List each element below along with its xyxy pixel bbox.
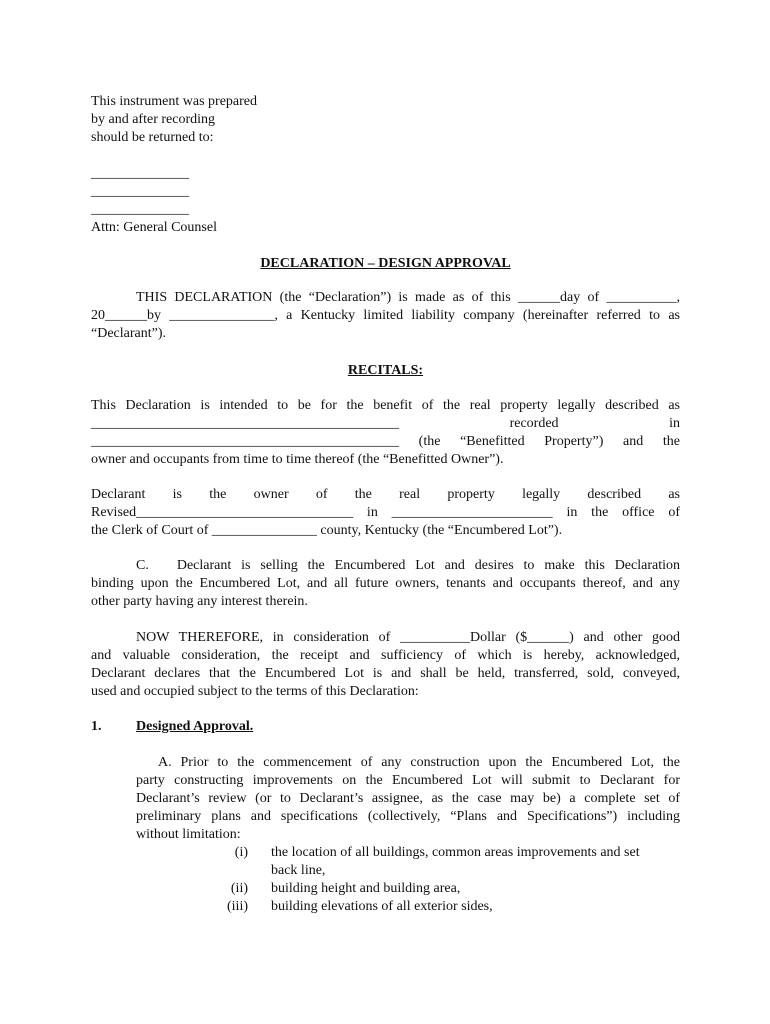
intro-line: “Declarant”).	[91, 326, 166, 341]
list-number: (iii)	[227, 899, 248, 914]
section-line: party constructing improvements on the Encumbered Lot will submit to Declarant for	[136, 773, 680, 788]
list-item	[188, 898, 680, 916]
document-title: DECLARATION – DESIGN APPROVAL	[260, 256, 511, 271]
list-number: (i)	[234, 845, 248, 860]
recital-line: This Declaration is intended to be for the benefit of the real property legally described as	[91, 398, 680, 413]
return-line: This instrument was prepared	[91, 94, 258, 109]
intro-line: 20______by _______________, a Kentucky limited liability company (hereinafter referred to as	[91, 308, 680, 323]
recital-a-paragraph	[91, 397, 680, 469]
return-line: should be returned to:	[91, 130, 214, 145]
section-title: Designed Approval.	[136, 719, 254, 734]
section-1a-paragraph	[136, 754, 680, 844]
recital-line: the Clerk of Court of _______________ county, Kentucky (the “Encumbered Lot”).	[91, 523, 563, 538]
list-text: building height and building area,	[271, 881, 461, 896]
list-text: the location of all buildings, common areas improvements and set	[271, 845, 640, 860]
blank-line: ______________	[91, 166, 189, 181]
section-number: 1.	[91, 719, 102, 734]
intro-paragraph	[91, 289, 680, 343]
now-therefore-line: used and occupied subject to the terms of this Declaration:	[91, 684, 419, 699]
list-item	[188, 880, 680, 898]
attn-line: Attn: General Counsel	[91, 220, 217, 235]
intro-line: THIS DECLARATION (the “Declaration”) is made as of this ______day of __________,	[136, 290, 680, 305]
return-address-blanks	[91, 165, 680, 237]
recital-line: owner and occupants from time to time thereof (the “Benefitted Owner”).	[91, 452, 504, 467]
recital-line: C. Declarant is selling the Encumbered Lot and desires to make this Declaration	[136, 558, 680, 573]
list-item-continuation	[271, 862, 680, 880]
recital-line: other party having any interest therein.	[91, 594, 308, 609]
list-number: (ii)	[230, 881, 248, 896]
now-therefore-line: Declarant declares that the Encumbered Lot is and shall be held, transferred, sold, conveyed,	[91, 666, 680, 681]
blank-line: ______________	[91, 184, 189, 199]
recital-line: Declarant is the owner of the real property legally described as	[91, 487, 680, 502]
recital-c-paragraph	[91, 557, 680, 611]
recital-line: ____________________________________________ (the “Benefitted Property”) and the	[91, 434, 680, 449]
now-therefore-line: and valuable consideration, the receipt and sufficiency of which is hereby, acknowledged,	[91, 648, 680, 663]
recital-line: ____________________________________________ recorded in	[91, 416, 680, 431]
recitals-heading: RECITALS:	[347, 363, 424, 378]
section-line: A. Prior to the commencement of any construction upon the Encumbered Lot, the	[158, 755, 680, 770]
return-line: by and after recording	[91, 112, 215, 127]
list-item	[188, 844, 680, 862]
recital-b-paragraph	[91, 486, 680, 540]
section-line: without limitation:	[136, 827, 241, 842]
blank-line: ______________	[91, 202, 189, 217]
section-line: Declarant’s review (or to Declarant’s assignee, as the case may be) a complete set of	[136, 791, 680, 806]
recital-line: binding upon the Encumbered Lot, and all future owners, tenants and occupants thereof, and any	[91, 576, 680, 591]
recital-line: Revised_______________________________ in _______________________ in the office of	[91, 505, 680, 520]
now-therefore-paragraph	[91, 629, 680, 701]
section-line: preliminary plans and specifications (collectively, “Plans and Specifications”) including	[136, 809, 680, 824]
return-instructions	[91, 93, 680, 147]
now-therefore-line: NOW THEREFORE, in consideration of __________Dollar ($______) and other good	[136, 630, 680, 645]
list-text: building elevations of all exterior sides,	[271, 899, 493, 914]
list-text: back line,	[271, 863, 326, 878]
